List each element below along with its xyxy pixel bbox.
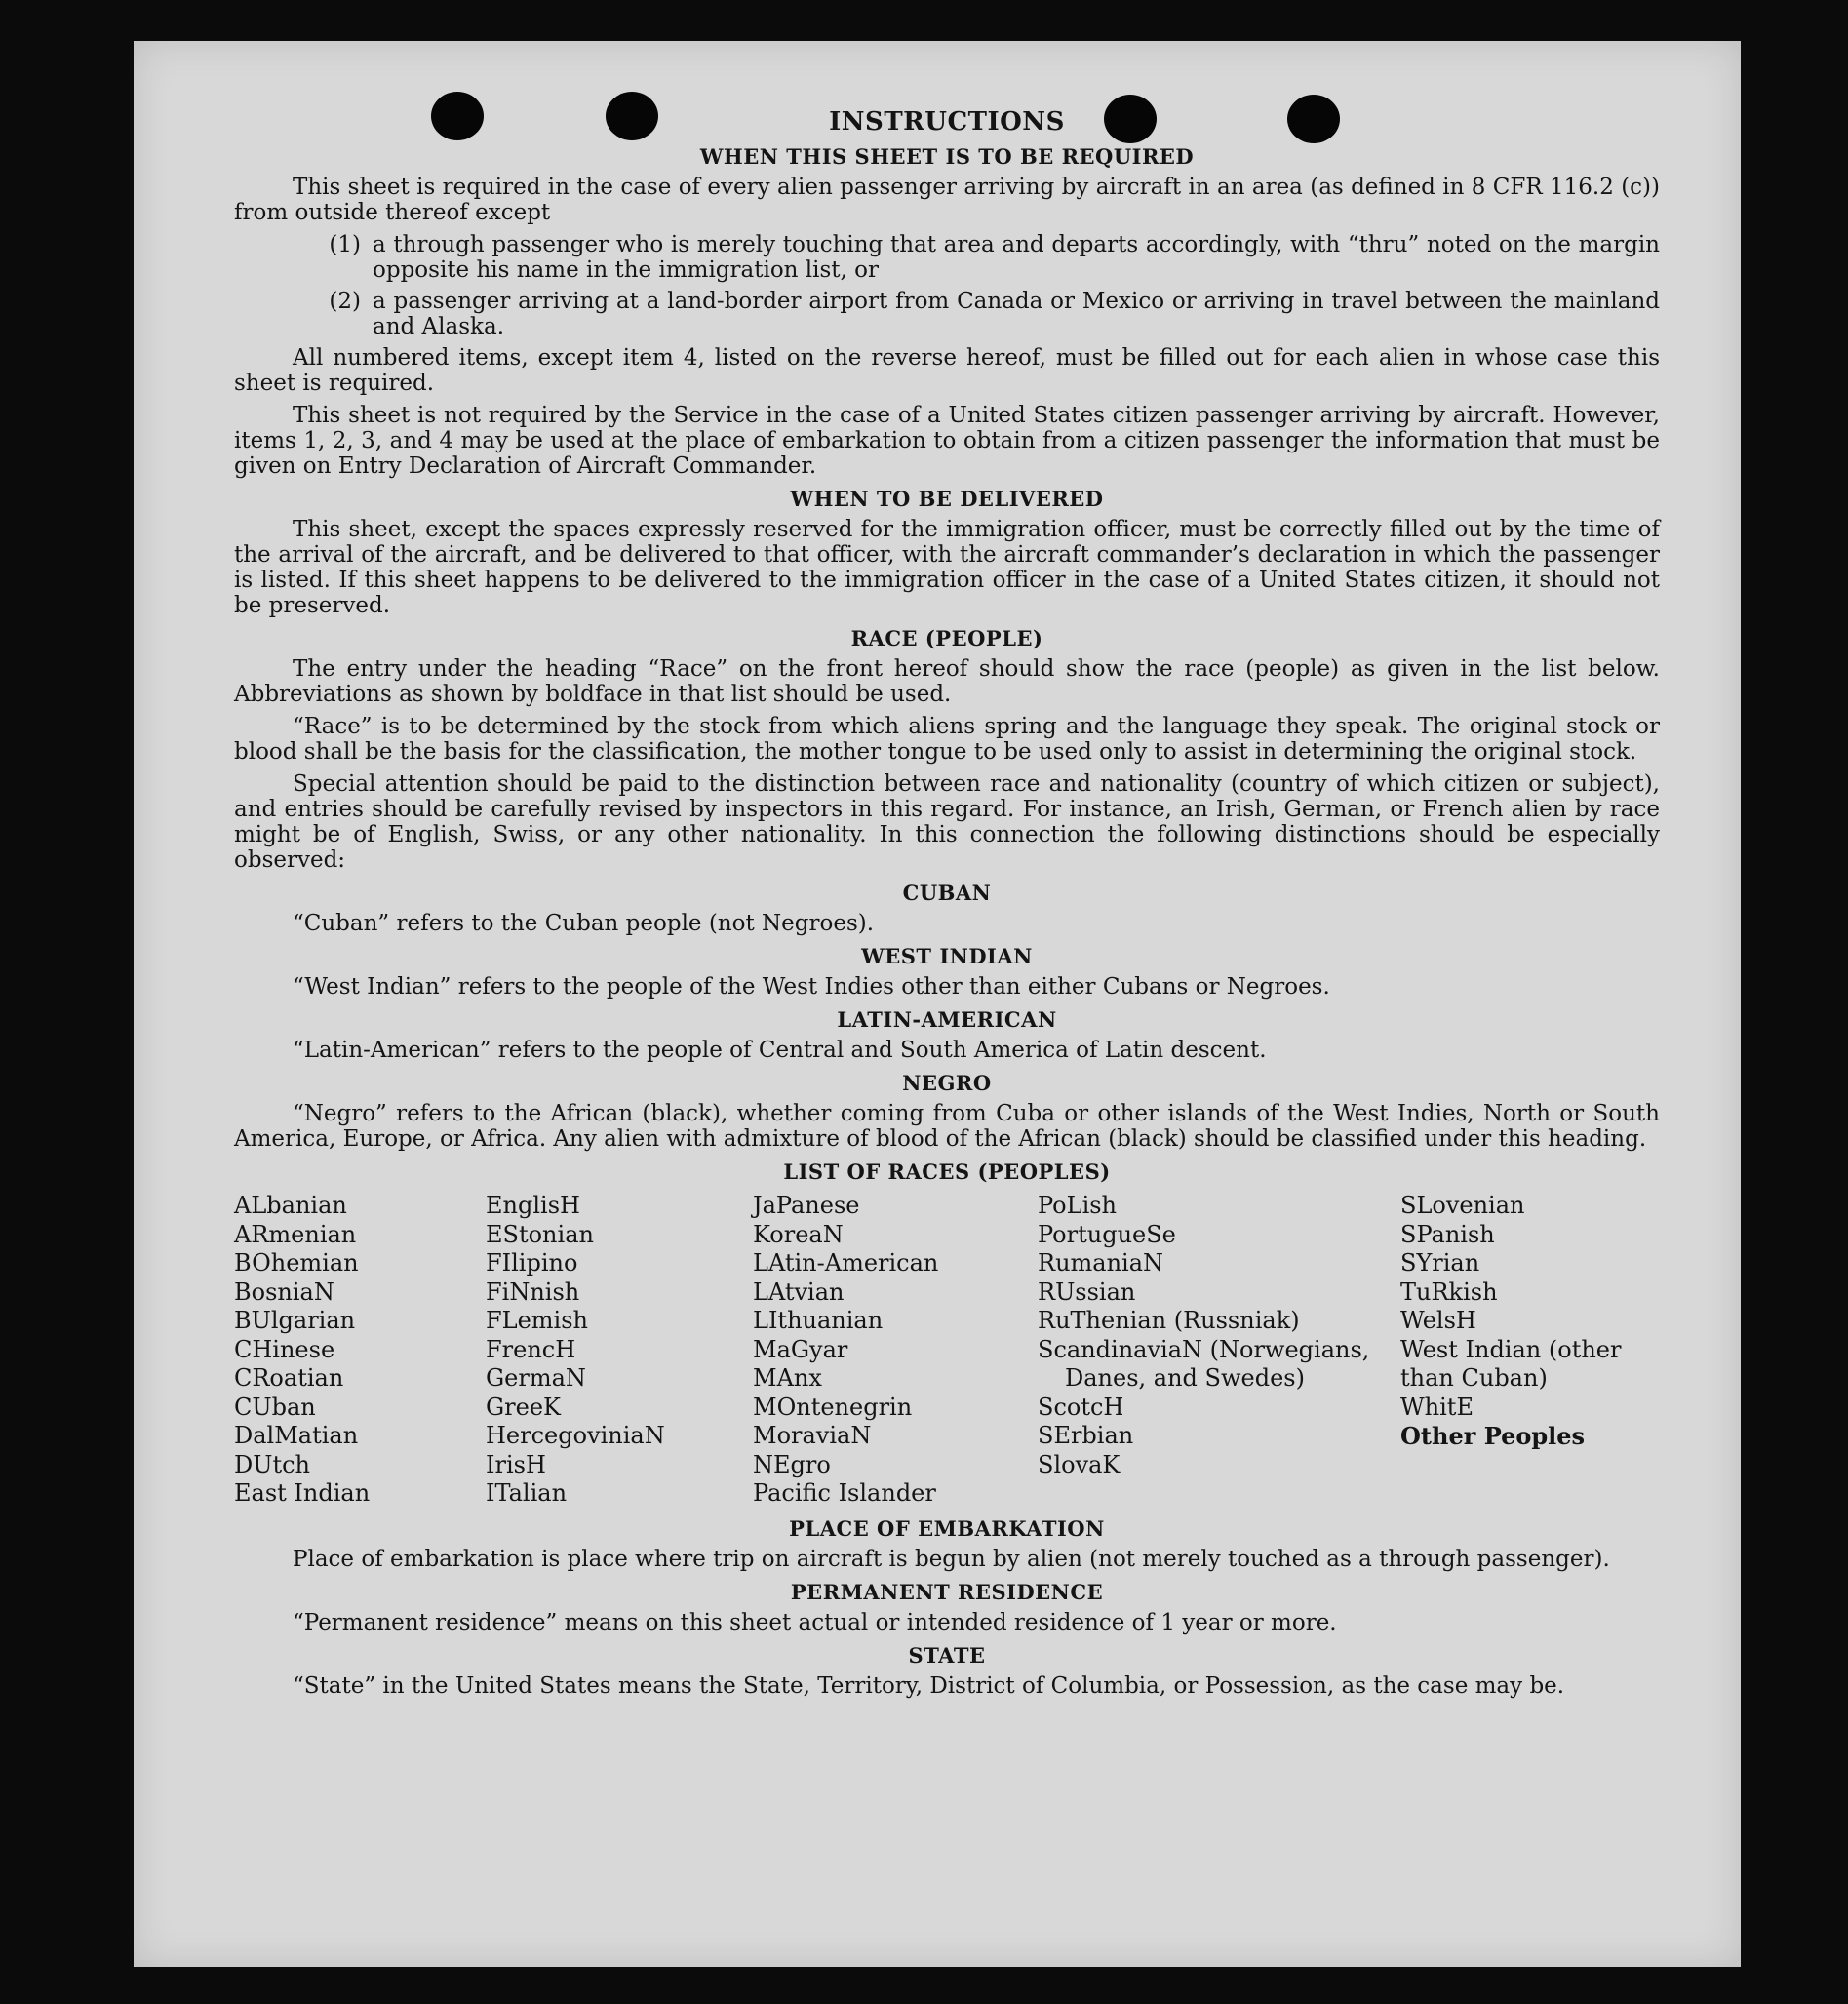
race-item: MaGyar — [753, 1335, 848, 1363]
document-body — [234, 107, 1660, 1706]
race-item: BOhemian — [234, 1249, 359, 1277]
race-item: ALbanian — [234, 1192, 347, 1219]
race-item: PoLish — [1038, 1192, 1118, 1219]
race-item: FLemish — [486, 1307, 588, 1334]
race-item: GermaN — [486, 1364, 586, 1392]
paragraph: “Race” is to be determined by the stock from which aliens spring and the language they speak. The original stock or blood shall be the basis for the classification, the mother tongue to be used only to assist in determining the original stock. — [234, 714, 1660, 765]
paragraph: “State” in the United States means the State, Territory, District of Columbia, or Possession, as the case may be. — [293, 1672, 1565, 1699]
race-item: TuRkish — [1400, 1277, 1498, 1306]
race-item: CRoatian — [234, 1364, 344, 1392]
race-item: BUlgarian — [234, 1307, 356, 1334]
race-item: BosniaN — [234, 1277, 334, 1306]
race-item: LAtin-American — [753, 1249, 939, 1277]
race-item: SYrian — [1400, 1249, 1480, 1277]
item-number: (2) — [329, 289, 361, 314]
race-item: SLovenian — [1400, 1192, 1525, 1219]
paragraph: Place of embarkation is place where trip on aircraft is begun by alien (not merely touched as a through passenger). — [293, 1546, 1610, 1572]
race-item: RumaniaN — [1038, 1249, 1164, 1277]
section-heading: LATIN-AMERICAN — [837, 1007, 1057, 1032]
race-item: Pacific Islander — [753, 1479, 936, 1507]
race-list — [234, 1192, 1660, 1509]
race-item: NEgro — [753, 1450, 831, 1478]
race-item: EStonian — [486, 1220, 594, 1248]
race-item: EnglisH — [486, 1192, 580, 1219]
section-heading: WHEN THIS SHEET IS TO BE REQUIRED — [699, 144, 1195, 169]
section-heading: LIST OF RACES (PEOPLES) — [783, 1159, 1111, 1184]
race-item: GreeK — [486, 1393, 561, 1421]
race-item: SlovaK — [1038, 1450, 1121, 1478]
section-heading: PERMANENT RESIDENCE — [790, 1579, 1104, 1604]
race-item: LIthuanian — [753, 1307, 884, 1334]
race-item: CUban — [234, 1393, 316, 1421]
list-item — [234, 232, 1660, 283]
paragraph: This sheet, except the spaces expressly reserved for the immigration officer, must be correctly filled out by the time of the arrival of the aircraft, and be delivered to that officer, with the aircraft commander’s declaration in which the passenger is listed. If this sheet happens to be delivered to the immigration officer in the case of a United States citizen, it should not be preserved. — [234, 517, 1660, 618]
section-heading: WHEN TO BE DELIVERED — [790, 487, 1104, 511]
item-text: a through passenger who is merely touching that area and departs accordingly, with “thru” noted on the margin opposite his name in the immigration list, or — [373, 232, 1660, 283]
paragraph: This sheet is required in the case of every alien passenger arriving by aircraft in an area (as defined in 8 CFR 116.2 (c)) from outside thereof except — [234, 175, 1660, 225]
section-heading: CUBAN — [902, 881, 992, 905]
race-item: RUssian — [1038, 1277, 1136, 1306]
race-item: IrisH — [486, 1450, 546, 1478]
race-column — [1038, 1192, 1400, 1509]
section-heading: PLACE OF EMBARKATION — [789, 1515, 1105, 1541]
paragraph: The entry under the heading “Race” on the front hereof should show the race (people) as given in the list below. Abbreviations as shown by boldface in that list should be used. — [234, 656, 1660, 707]
page-title: INSTRUCTIONS — [829, 107, 1065, 137]
document-sheet — [134, 41, 1741, 1967]
race-column — [1400, 1192, 1660, 1509]
race-item: JaPanese — [753, 1192, 860, 1219]
race-item: ScandinaviaN (Norwegians, Danes, and Swedes) — [1038, 1335, 1370, 1392]
paragraph: “Negro” refers to the African (black), whether coming from Cuba or other islands of the West Indies, North or South America, Europe, or Africa. Any alien with admixture of blood of the African (black) should be classified under this heading. — [234, 1101, 1660, 1152]
race-item: MoraviaN — [753, 1422, 872, 1449]
race-item: RuThenian (Russniak) — [1038, 1307, 1300, 1334]
paragraph: “Cuban” refers to the Cuban people (not Negroes). — [293, 911, 875, 936]
section-heading: WEST INDIAN — [861, 944, 1033, 968]
paragraph: “West Indian” refers to the people of the West Indies other than either Cubans or Negroes. — [293, 974, 1330, 1000]
race-item: East Indian — [234, 1479, 371, 1507]
race-item: DalMatian — [234, 1422, 359, 1449]
paragraph: This sheet is not required by the Service in the case of a United States citizen passenger arriving by aircraft. However, items 1, 2, 3, and 4 may be used at the place of embarkation to obtain from a citizen passenger the information that must be given on Entry Declaration of Aircraft Commander. — [234, 403, 1660, 479]
race-column — [234, 1192, 486, 1509]
race-item: ScotcH — [1038, 1393, 1124, 1421]
race-item: KoreaN — [753, 1220, 844, 1248]
race-item: DUtch — [234, 1450, 311, 1478]
item-number: (1) — [329, 232, 361, 257]
item-text: a passenger arriving at a land-border airport from Canada or Mexico or arriving in travel between the mainland and Alaska. — [373, 289, 1660, 339]
section-heading: STATE — [908, 1642, 986, 1668]
race-item: West Indian (other than Cuban) — [1400, 1335, 1622, 1392]
paragraph: Special attention should be paid to the distinction between race and nationality (country of which citizen or subject), and entries should be carefully revised by inspectors in this regard. For instance, an Irish, German, or French alien by race might be of English, Swiss, or any other nationality. In this connection the following distinctions should be especially observed: — [234, 771, 1660, 873]
list-item — [234, 289, 1660, 339]
race-item: ITalian — [486, 1479, 568, 1507]
race-item: FIlipino — [486, 1249, 578, 1277]
race-item: HercegoviniaN — [486, 1422, 665, 1449]
race-item: WelsH — [1400, 1307, 1476, 1334]
race-item: SPanish — [1400, 1220, 1495, 1248]
race-item: Other Peoples — [1400, 1422, 1586, 1450]
paragraph: “Latin-American” refers to the people of Central and South America of Latin descent. — [293, 1038, 1267, 1063]
race-item: CHinese — [234, 1335, 335, 1363]
race-item: FiNnish — [486, 1277, 580, 1306]
race-item: SErbian — [1038, 1422, 1134, 1449]
race-item: MOntenegrin — [753, 1393, 913, 1421]
race-item: ARmenian — [234, 1220, 357, 1248]
race-item: LAtvian — [753, 1277, 845, 1306]
race-column — [486, 1192, 753, 1509]
section-heading: NEGRO — [902, 1071, 992, 1095]
race-item: PortugueSe — [1038, 1220, 1176, 1248]
race-column — [753, 1192, 1038, 1509]
section-heading: RACE (PEOPLE) — [850, 626, 1043, 650]
race-item: MAnx — [753, 1364, 822, 1392]
paragraph: “Permanent residence” means on this sheet actual or intended residence of 1 year or more. — [293, 1609, 1337, 1635]
paragraph: All numbered items, except item 4, listed on the reverse hereof, must be filled out for each alien in whose case this sheet is required. — [234, 345, 1660, 396]
race-item: FrencH — [486, 1335, 576, 1363]
race-item: WhitE — [1400, 1393, 1474, 1421]
